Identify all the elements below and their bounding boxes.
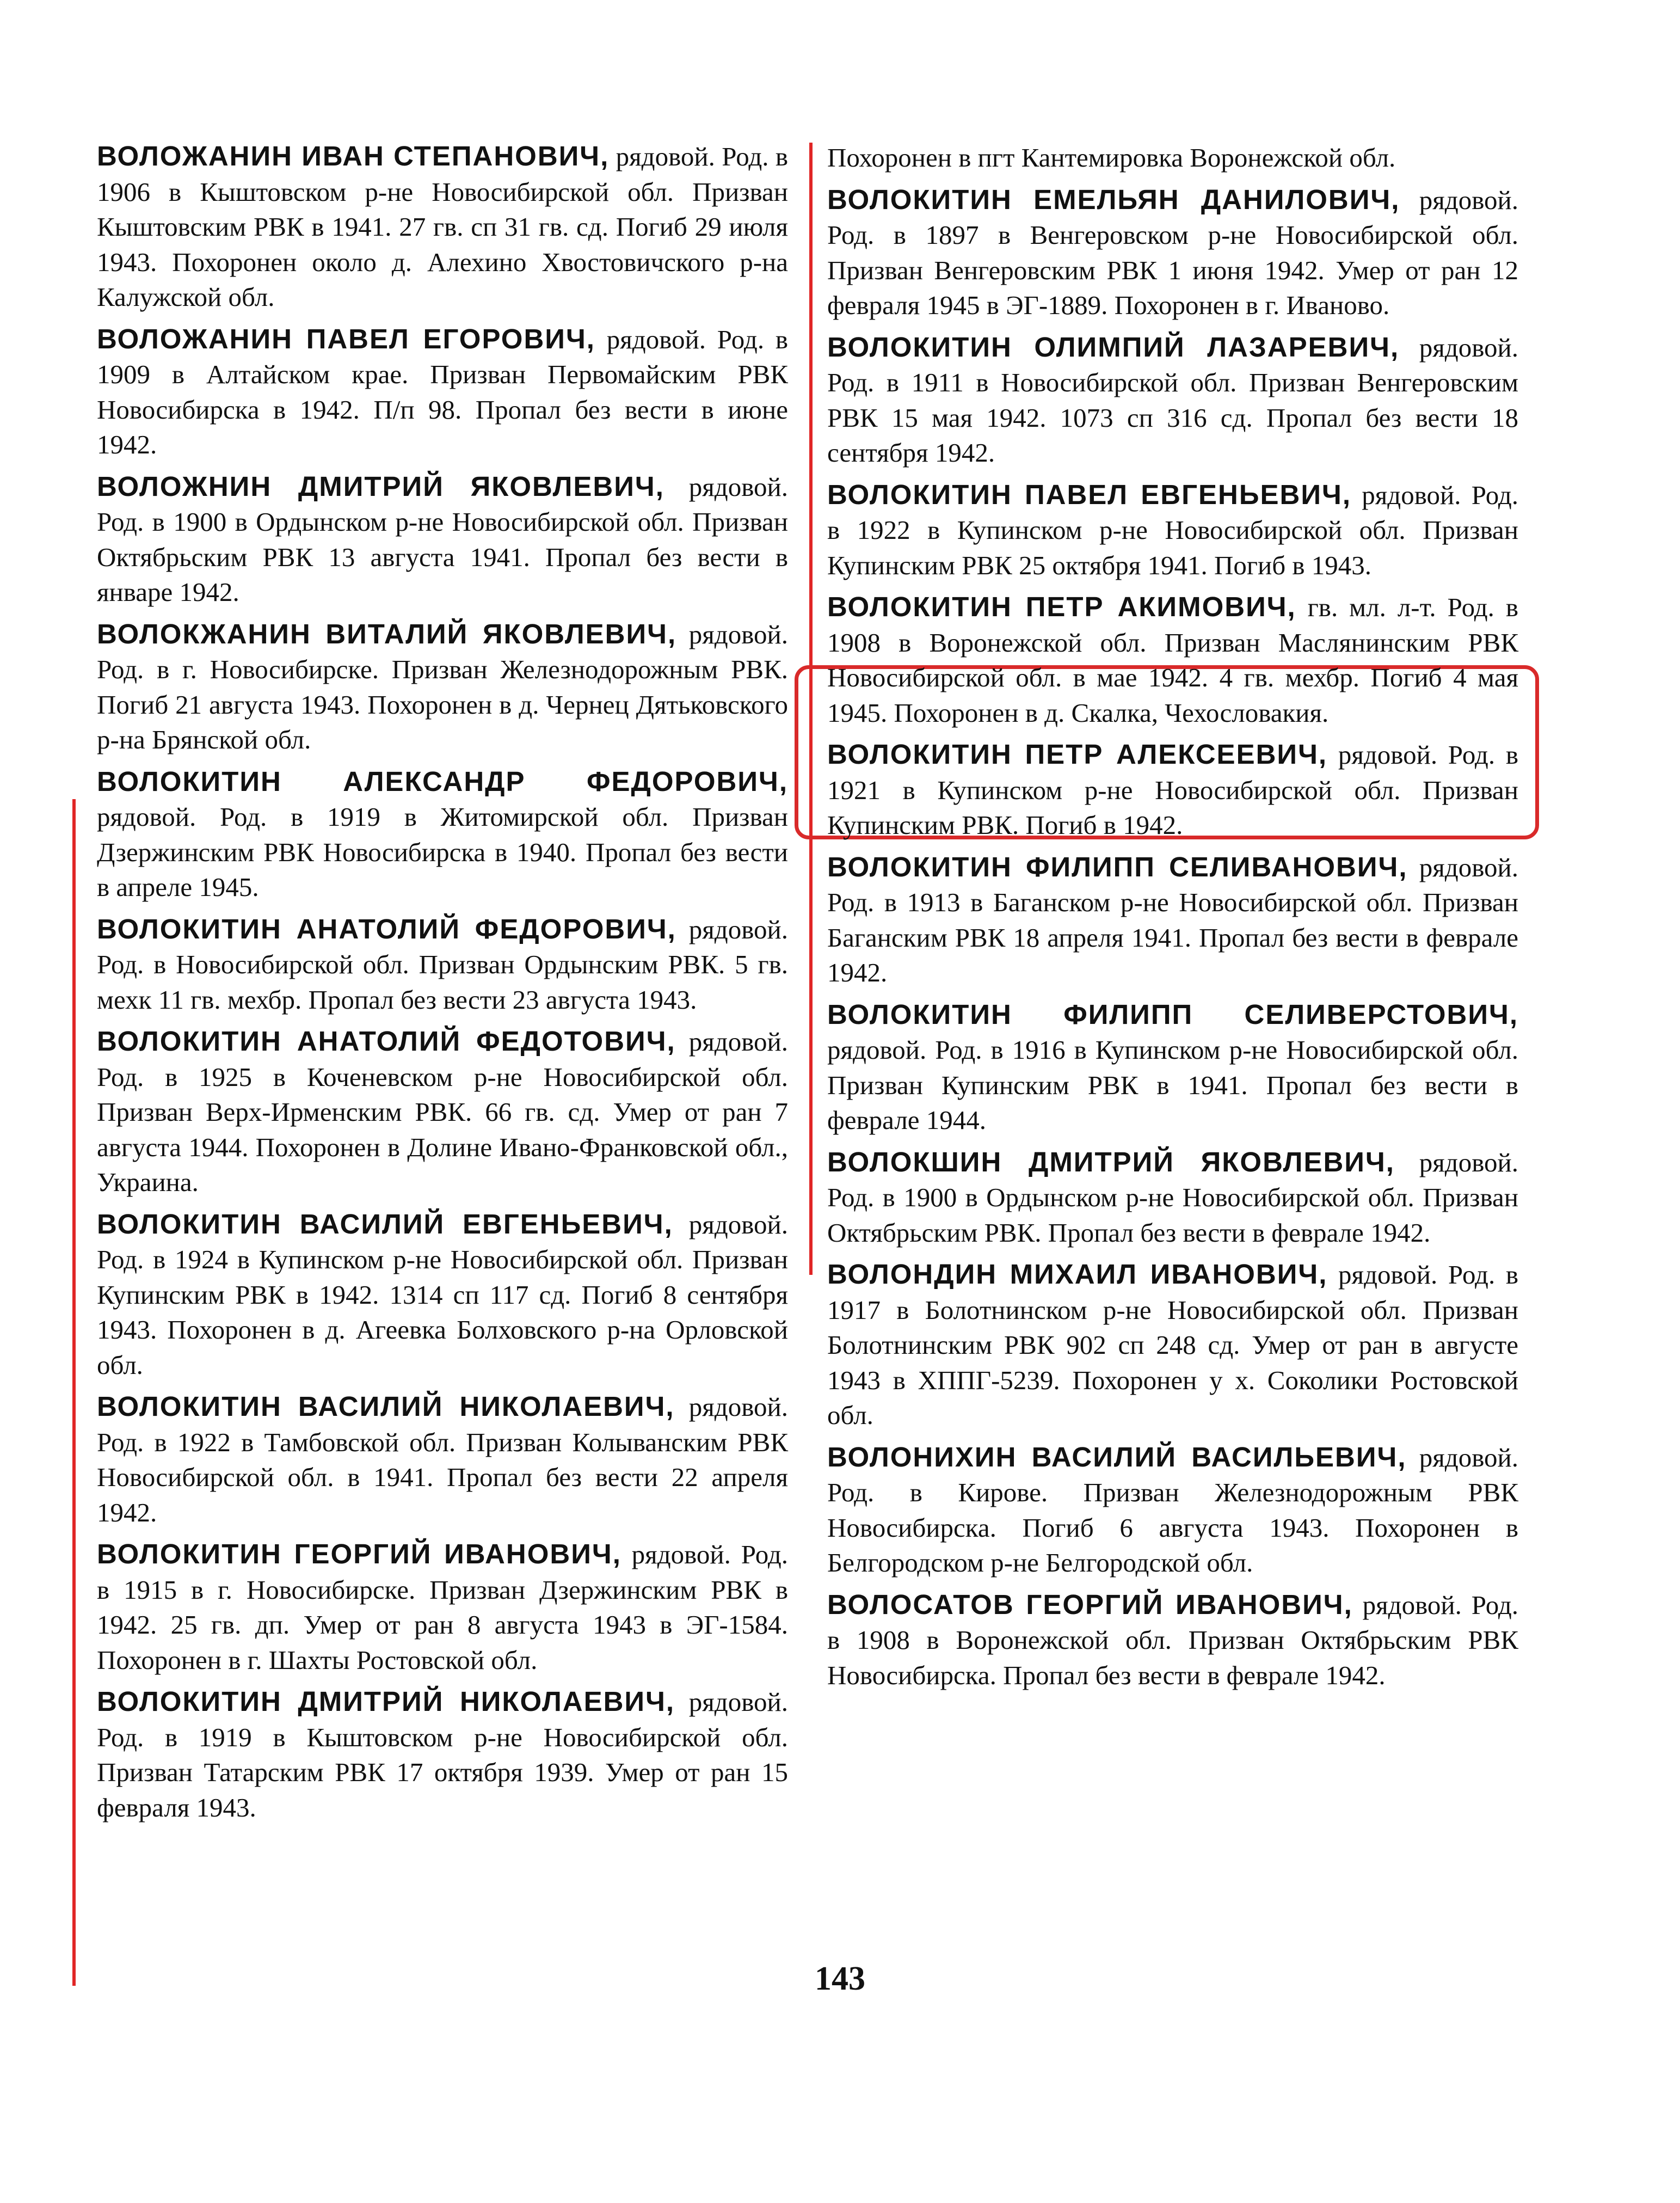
entry-text: рядовой. Род. в 1897 в Венгеровском р-не Новосибирской обл. Призван Венгеровским РВК 1 июня 1942. Умер от ран 12 февраля 1945 в ЭГ-1889. Похоронен в г. Иваново. <box>827 185 1518 320</box>
entry <box>97 469 788 610</box>
entry-name: ВОЛОКШИН ДМИТРИЙ ЯКОВЛЕВИЧ, <box>827 1146 1395 1177</box>
entry <box>827 850 1518 991</box>
entry-text: рядовой. Род. в 1921 в Купинском р-не Новосибирской обл. Призван Купинским РВК. Погиб в 1942. <box>827 740 1518 840</box>
entry-name: ВОЛОЖАНИН ПАВЕЛ ЕГОРОВИЧ, <box>97 323 595 354</box>
entry-name: ВОЛОКЖАНИН ВИТАЛИЙ ЯКОВЛЕВИЧ, <box>97 618 677 649</box>
entry-name: ВОЛОКИТИН ОЛИМПИЙ ЛАЗАРЕВИЧ, <box>827 331 1400 363</box>
entry-name: ВОЛОКИТИН ФИЛИПП СЕЛИВЕРСТОВИЧ, <box>827 998 1518 1030</box>
entry <box>97 322 788 463</box>
entry-text: рядовой. Род. в 1922 в Тамбовской обл. Призван Колыванским РВК Новосибирской обл. в 1941. Пропал без вести 22 апреля 1942. <box>97 1392 789 1527</box>
entry-text: рядовой. Род. в 1919 в Кыштовском р-не Новосибирской обл. Призван Татарским РВК 17 октября 1939. Умер от ран 15 февраля 1943. <box>97 1687 788 1822</box>
left-margin-mark <box>72 799 76 1986</box>
entry-name: ВОЛОНИХИН ВАСИЛИЙ ВАСИЛЬЕВИЧ, <box>827 1441 1407 1472</box>
entry <box>827 1587 1518 1693</box>
entry <box>827 1257 1518 1433</box>
entry <box>827 1145 1518 1251</box>
entry-name: ВОЛОКИТИН ДМИТРИЙ НИКОЛАЕВИЧ, <box>97 1686 675 1717</box>
entry-name: ВОЛОЖНИН ДМИТРИЙ ЯКОВЛЕВИЧ, <box>97 470 664 502</box>
entry-text: рядовой. Род. в 1911 в Новосибирской обл. Призван Венгеровским РВК 15 мая 1942. 1073 сп 316 сд. Пропал без вести 18 сентября 1942. <box>827 332 1519 468</box>
entry-text: рядовой. Род. в 1913 в Баганском р-не Новосибирской обл. Призван Баганским РВК 18 апреля 1941. Пропал без вести в феврале 1942. <box>827 852 1519 987</box>
entry-text: рядовой. Род. в 1922 в Купинском р-не Новосибирской обл. Призван Купинским РВК 25 октября 1941. Погиб в 1943. <box>827 480 1518 580</box>
entry-text: рядовой. Род. в 1900 в Ордынском р-не Новосибирской обл. Призван Октябрьским РВК 13 августа 1941. Пропал без вести в январе 1942. <box>97 471 788 607</box>
left-column <box>97 139 788 1832</box>
entry-name: ВОЛОКИТИН ВАСИЛИЙ НИКОЛАЕВИЧ, <box>97 1391 675 1422</box>
entry <box>827 1440 1518 1581</box>
entry-name: ВОЛОКИТИН ГЕОРГИЙ ИВАНОВИЧ, <box>97 1538 621 1569</box>
entry <box>827 330 1518 471</box>
entry-continuation: Похоронен в пгт Кантемировка Воронежской обл. <box>827 143 1396 173</box>
entry <box>97 139 788 315</box>
entry <box>97 1024 788 1200</box>
entry <box>97 1389 788 1530</box>
entry-name: ВОЛОКИТИН АНАТОЛИЙ ФЕДОТОВИЧ, <box>97 1026 676 1057</box>
entry-name: ВОЛОКИТИН АНАТОЛИЙ ФЕДОРОВИЧ, <box>97 913 676 944</box>
right-column <box>827 140 1518 1699</box>
entry <box>97 912 788 1018</box>
entry-text: рядовой. Род. в 1909 в Алтайском крае. Призван Первомайским РВК Новосибирска в 1942. П/п 98. Пропал без вести в июне 1942. <box>97 324 788 459</box>
entry-text: рядовой. Род. в 1916 в Купинском р-не Новосибирской обл. Призван Купинским РВК в 1941. Пропал без вести в феврале 1944. <box>827 1035 1518 1135</box>
entry-text: рядовой. Род. в 1924 в Купинском р-не Новосибирской обл. Призван Купинским РВК в 1942. 1314 сп 117 сд. Погиб 8 сентября 1943. Похоронен в д. Агеевка Болховского р-на Орловской обл. <box>97 1209 788 1380</box>
entry-name: ВОЛОКИТИН ФИЛИПП СЕЛИВАНОВИЧ, <box>827 851 1408 882</box>
entry-text: рядовой. Род. в 1925 в Коченевском р-не Новосибирской обл. Призван Верх-Ирменским РВК. 66 гв. сд. Умер от ран 7 августа 1944. Похоронен в Долине Ивано-Франковской обл., Украина. <box>97 1027 788 1197</box>
entry-highlighted <box>827 590 1518 731</box>
entry-text: рядовой. Род. в Кирове. Призван Железнодорожным РВК Новосибирска. Погиб 6 августа 1943. Похоронен в Белгородском р-не Белгородской обл. <box>827 1442 1519 1578</box>
entry <box>97 1537 788 1678</box>
entry-text: рядовой. Род. в г. Новосибирске. Призван Железнодорожным РВК. Погиб 21 августа 1943. Похоронен в д. Чернец Дятьковского р-на Брянской обл. <box>97 619 788 754</box>
entry-name: ВОЛОНДИН МИХАИЛ ИВАНОВИЧ, <box>827 1259 1328 1290</box>
entry <box>97 764 788 905</box>
entry <box>97 1207 788 1383</box>
entry-name: ВОЛОКИТИН АЛЕКСАНДР ФЕДОРОВИЧ, <box>97 765 788 797</box>
entry-text: рядовой. Род. в 1919 в Житомирской обл. Призван Дзержинским РВК Новосибирска в 1940. Пропал без вести в апреле 1945. <box>97 802 788 902</box>
entry <box>827 182 1518 323</box>
entry-text: гв. мл. л-т. Род. в 1908 в Воронежской обл. Призван Маслянинским РВК Новосибирской обл. в мае 1942. 4 гв. мехбр. Погиб 4 мая 1945. Похоронен в д. Скалка, Чехословакия. <box>827 592 1518 728</box>
entry-text: рядовой. Род. в 1906 в Кыштовском р-не Новосибирской обл. Призван Кыштовским РВК в 1941. 27 гв. сп 31 гв. сд. Погиб 29 июля 1943. Похоронен около д. Алехино Хвостовичского р-на Калужской обл. <box>97 142 788 312</box>
entry <box>827 477 1518 584</box>
entry-name: ВОЛОКИТИН ЕМЕЛЬЯН ДАНИЛОВИЧ, <box>827 183 1400 215</box>
page-number: 143 <box>815 1960 865 1997</box>
entry-name: ВОЛОСАТОВ ГЕОРГИЙ ИВАНОВИЧ, <box>827 1588 1353 1620</box>
entry-text: рядовой. Род. в 1917 в Болотнинском р-не Новосибирской обл. Призван Болотнинским РВК 902 сп 248 сд. Умер от ран в августе 1943 в ХППГ-5239. Похоронен у х. Соколики Ростовской обл. <box>827 1260 1518 1430</box>
entry <box>97 617 788 758</box>
entry-text: рядовой. Род. в 1908 в Воронежской обл. Призван Октябрьским РВК Новосибирска. Пропал без вести в феврале 1942. <box>827 1590 1519 1690</box>
entry-name: ВОЛОЖАНИН ИВАН СТЕПАНОВИЧ, <box>97 140 610 171</box>
entry-name: ВОЛОКИТИН ВАСИЛИЙ ЕВГЕНЬЕВИЧ, <box>97 1208 673 1239</box>
entry <box>827 997 1518 1138</box>
entry-name: ВОЛОКИТИН ПАВЕЛ ЕВГЕНЬЕВИЧ, <box>827 478 1352 510</box>
entry-name: ВОЛОКИТИН ПЕТР АЛЕКСЕЕВИЧ, <box>827 739 1328 770</box>
entry-name: ВОЛОКИТИН ПЕТР АКИМОВИЧ, <box>827 591 1296 622</box>
entry-text: рядовой. Род. в Новосибирской обл. Призван Ордынским РВК. 5 гв. мехк 11 гв. мехбр. Пропал без вести 23 августа 1943. <box>97 914 788 1015</box>
entry <box>97 1684 788 1825</box>
entry-text: рядовой. Род. в 1915 в г. Новосибирске. Призван Дзержинским РВК в 1942. 25 гв. дп. Умер от ран 8 августа 1943 в ЭГ-1584. Похоронен в г. Шахты Ростовской обл. <box>97 1539 788 1675</box>
entry <box>827 737 1518 843</box>
entry-text: рядовой. Род. в 1900 в Ордынском р-не Новосибирской обл. Призван Октябрьским РВК. Пропал без вести в феврале 1942. <box>827 1147 1518 1248</box>
